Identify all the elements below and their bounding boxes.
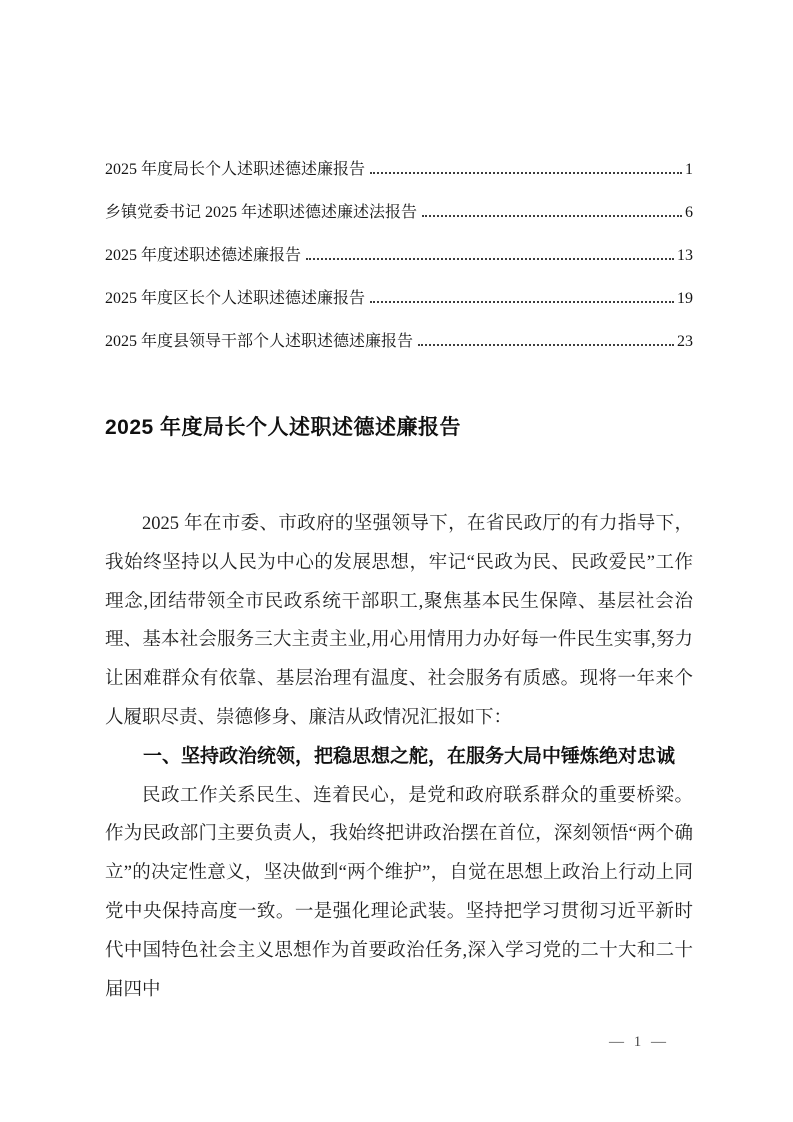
toc-entry-page-number: 6 — [685, 204, 693, 221]
toc-entry[interactable] — [105, 246, 693, 266]
toc-entry-title: 2025 年度区长个人述职述德述廉报告 — [105, 290, 366, 307]
toc-entry-page-number: 13 — [677, 247, 693, 264]
page-number: — 1 — — [609, 1034, 669, 1050]
paragraph-section-1: 民政工作关系民生、连着民心，是党和政府联系群众的重要桥梁。作为民政部门主要负责人，我始终把讲政治摆在首位，深刻领悟“两个确立”的决定性意义，坚决做到“两个维护”，自觉在思想上政治上行动上同党中央保持高度一致。一是强化理论武装。坚持把学习贯彻习近平新时代中国特色社会主义思想作为首要政治任务,深入学习党的二十大和二十届四中 — [105, 785, 693, 1000]
toc-dot-leader — [370, 301, 674, 303]
toc-dot-leader — [306, 258, 674, 260]
toc-entry[interactable] — [105, 289, 693, 309]
toc-entry[interactable] — [105, 203, 693, 223]
section-heading-1: 一、坚持政治统领，把稳思想之舵，在服务大局中锤炼绝对忠诚 — [143, 745, 676, 767]
toc-entry-title: 乡镇党委书记 2025 年述职述德述廉述法报告 — [105, 204, 418, 221]
toc-entry-page-number: 23 — [677, 333, 693, 350]
paragraph-intro: 2025 年在市委、市政府的坚强领导下，在省民政厅的有力指导下，我始终坚持以人民为中心的发展思想，牢记“民政为民、民政爱民”工作理念,团结带领全市民政系统干部职工,聚焦基本民生保障、基层社会治理、基本社会服务三大主责主业,用心用情用力办好每一件民生实事,努力让困难群众有依靠、基层治理有温度、社会服务有质感。现将一年来个人履职尽责、崇德修身、廉洁从政情况汇报如下： — [105, 514, 693, 728]
table-of-contents — [105, 160, 693, 352]
toc-entry-title: 2025 年度局长个人述职述德述廉报告 — [105, 161, 366, 178]
toc-entry-title: 2025 年度述职述德述廉报告 — [105, 247, 302, 264]
toc-entry[interactable] — [105, 332, 693, 352]
toc-dot-leader — [370, 172, 682, 174]
toc-entry-title: 2025 年度县领导干部个人述职述德述廉报告 — [105, 333, 414, 350]
toc-entry-page-number: 1 — [685, 161, 693, 178]
toc-entry[interactable] — [105, 160, 693, 180]
document-title: 2025 年度局长个人述职述德述廉报告 — [105, 416, 462, 439]
toc-dot-leader — [418, 344, 674, 346]
toc-dot-leader — [422, 215, 682, 217]
toc-entry-page-number: 19 — [677, 290, 693, 307]
